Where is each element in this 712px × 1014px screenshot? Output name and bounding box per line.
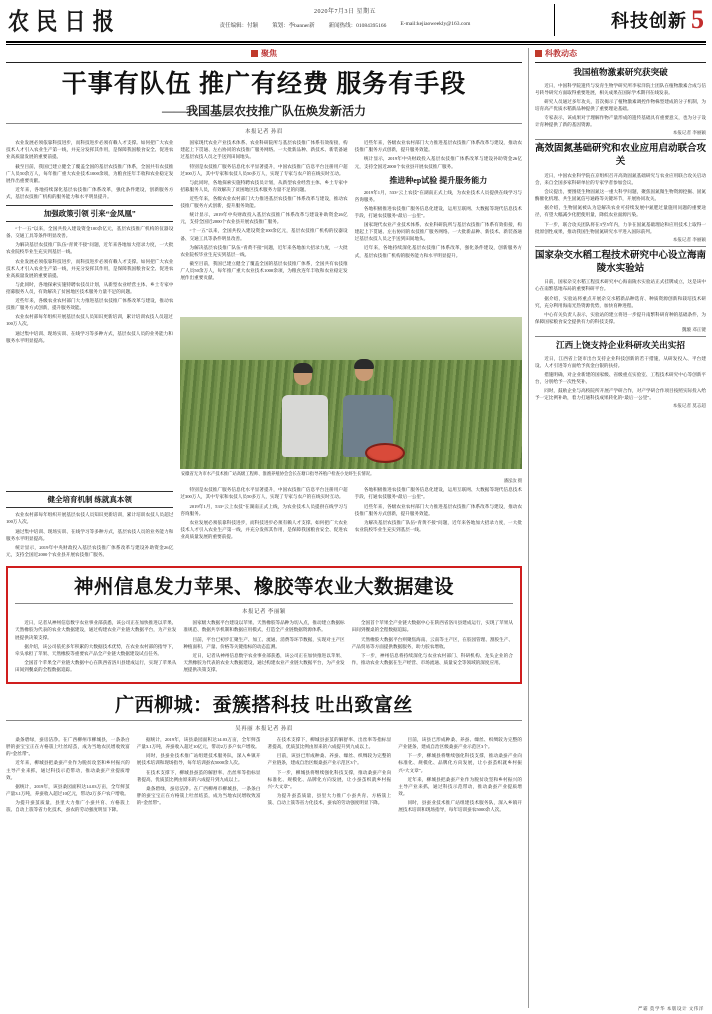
bottom-article	[6, 690, 522, 815]
divider	[15, 603, 513, 604]
news-item-byline: 魏璇 邓正键	[681, 327, 706, 333]
photo-side-col	[6, 313, 173, 486]
masthead-center	[136, 4, 554, 29]
lower-col-1	[6, 486, 173, 560]
paragraph: 据介绍，实验站将重点开展杂交水稻新品种选育、种质资源创新和栽培技术研究，充分利用海南光热资源优势，加快育种进程。	[535, 295, 706, 308]
paragraph: 近日，记者从神州信息数字农业事业部获悉，该公司正在加快推进以苹果、天然橡胶为代表的农业大数据建设，通过构建农业产业链大数据平台，为产业发展提供决策支撑。	[15, 620, 177, 640]
paragraph: 国家现代农业产业技术体系、农业科研院所与基层农技推广体系有效衔接，构建起上下贯通、左右协同的农技推广服务网络。一大批新品种、新技术、新装备通过基层农技人员之手送到田间地头。	[354, 222, 522, 242]
paragraph: 为提升蚕茧质量，县里大力推广小蚕共育、方格簇上簇、自动上簇等省力化技术，蚕农的劳动强度明显下降。	[6, 799, 130, 813]
paragraph: 近些年来，各级农业农村部门大力推进基层农技推广体系改革与建设，推动农技推广服务方式创新，提升服务效能。	[354, 140, 522, 153]
bottom-columns	[6, 736, 522, 815]
lead-subsection-heading-1: 加强政策引领 引来“金凤凰”	[6, 205, 173, 222]
lead-headline: 干事有队伍 推广有经费 服务有手段	[61, 71, 467, 98]
paragraph: 通过集中培训、现场实训、在线学习等多种方式，基层农技人员的业务能力和服务水平明显提高。	[6, 528, 174, 541]
masthead-rule-thin	[6, 44, 706, 45]
paragraph: 同时，县蚕业技术推广站组建技术服务队，深入乡镇开展技术培训和现场指导，每年培训蚕农5000余人次。	[136, 753, 261, 766]
paragraph: 国家现代农业产业技术体系、农业科研院所与基层农技推广体系有效衔接，构建起上下贯通、左右协同的农技推广服务网络。一大批新品种、新技术、新装备通过基层农技人员之手送到田间地头。	[180, 140, 348, 160]
page-design-credit: 严霜 莫学华 本版设计 文伟洋	[637, 1006, 704, 1011]
paragraph: 近日，记者从神州信息数字农业事业部获悉，该公司正在加快推进以苹果、天然橡胶为代表的农业大数据建设，通过构建农业产业链大数据平台，为产业发展提供决策支撑。	[183, 652, 345, 672]
paragraph: 国家级大数据平台建设以苹果、天然橡胶等品种为切入点，推动建立数据标准规范、数据共享机制和数据应用模式，打造全产业链数据资源体系。	[183, 620, 345, 633]
lead-subsection-heading-2: 推进种ер试验 提升服务能力	[389, 175, 488, 185]
bottom-col-2	[137, 736, 261, 815]
masthead-rule-thick	[6, 41, 706, 43]
news-item	[535, 250, 706, 333]
paragraph: 与此同时，各地探索实施特聘农技员计划，从新型农业经营主体、乡土专家中招募服务人员，有效解决了贫困地区技术服务力量不足的问题。	[6, 281, 174, 294]
credit-planner: 策划：李banner新	[272, 23, 315, 29]
paragraph: 特别是农技推广服务信息化水平显著提升，中国农技推广信息平台注册用户超过300万人，其中专家和农技人员50多万人，实现了专家与农户的在线实时互动。	[180, 163, 348, 176]
paragraph: 目前，平台已初步汇聚生产、加工、流通、消费等环节数据，实现对主产区种植面积、产量、价格等关键指标的动态监测。	[183, 636, 345, 649]
section-label-focus	[6, 48, 522, 59]
paragraph: 近年来，柳城县把桑蚕产业作为脱贫攻坚和乡村振兴的主导产业来抓，通过科技示范带动，推动桑蚕产业提质增效。	[6, 760, 130, 780]
paragraph: “十一五”以来，全国共投入建设资金100余亿元，基层农技推广机构的仪器设备、交通工具等条件明显改善。	[6, 226, 174, 239]
news-item-byline: 本报记者 李丽颖	[672, 236, 706, 242]
paragraph: 农业发展必须依靠科技进步，而科技进步必须有赖人才支撑。如何把广大农业技术人才引入农业生产第一线，并充分发挥其作用，是保障我国粮食安全、促进农业高质量发展的重要前提。	[180, 519, 348, 539]
publication-date: 2020年7月3日 星期五	[313, 9, 376, 15]
photo-and-side-columns	[6, 313, 522, 486]
news-item	[535, 67, 706, 136]
section-label-news-text: 科教动态	[545, 49, 577, 58]
photo-side-text	[6, 313, 173, 343]
photo-person-right	[337, 361, 403, 457]
paragraph: 为解决基层农技推广队伍“青黄不接”问题，近年来各地加大招录力度，一大批农业院校毕业生充实到基层一线。	[6, 242, 174, 255]
divider	[535, 139, 706, 140]
bottom-headline: 广西柳城：蚕簇搭科技 吐出致富丝	[115, 695, 413, 717]
paragraph: 近些年来，各级农业农村部门大力推进基层农技推广体系改革与建设，推动农技推广服务方式创新，提升服务效能。	[354, 503, 522, 516]
news-item-title: 我国植物激素研究获突破	[573, 67, 668, 77]
paragraph: 桑条碧绿，蚕房洁净。在广西柳州市柳城县，一条条白胖的蚕宝宝正在方格簇上吐丝结茧，成为当地农民增收致富的“金丝带”。	[136, 785, 261, 805]
photo-red-basin	[365, 443, 405, 463]
bottom-col-4-text	[398, 736, 522, 813]
lead-lower-columns	[6, 486, 522, 560]
news-item	[535, 340, 706, 409]
credit-hotline: 新闻热线：01084395166	[328, 23, 387, 29]
feature-byline: 本报记者 李丽颖	[242, 609, 286, 616]
lower-col-2-text	[180, 486, 347, 540]
feature-col-3	[352, 619, 513, 675]
lead-col-2-text	[180, 139, 347, 281]
paragraph: 下一步，柳城县将继续强化科技支撑，推动桑蚕产业向标准化、规模化、品牌化方向发展，让小蚕茧织就乡村振兴“大文章”。	[398, 753, 522, 773]
paragraph: 2019年1月，533“云上农技”在湖南正式上线，为农业技术人员提供在线学习与咨询服务。	[180, 503, 348, 516]
page-body	[0, 48, 712, 1008]
news-item-body	[535, 278, 706, 325]
lead-col-1-text-2	[6, 225, 173, 311]
news-item-title: 国家杂交水稻工程技术研究中心设立海南陵水实验站	[535, 250, 707, 274]
paragraph: 为提升蚕茧质量，县里大力推广小蚕共育、方格簇上簇、自动上簇等省力化技术，蚕农的劳动强度明显下降。	[267, 792, 392, 805]
paragraph: 据介绍，该公司依托多年积累的大数据技术优势，在农业农村部的指导下，牵头承担了苹果、天然橡胶等重要农产品全产业链大数据建设试点任务。	[15, 643, 177, 656]
square-marker-icon	[251, 50, 258, 57]
paragraph: 截至目前，我国已建立健全了覆盖全国的基层农技推广体系，全国共有农技推广人员50余万人，每年推广重大农业技术1000余项，为粮食连年丰收和农业稳定发展作出重要贡献。	[180, 260, 348, 281]
paragraph: 目前，该县已形成种桑、养蚕、缫丝、织绸较为完整的产业链条，建成自治区级桑蚕产业示范区3个。	[267, 753, 392, 766]
page-number: 5	[691, 5, 704, 34]
feature-col-2	[183, 619, 344, 675]
bottom-col-1-text	[6, 736, 130, 813]
paragraph: 天然橡胶大数据平台则聚焦海南、云南等主产区，在胶园管理、割胶生产、产品贸易等方面提供数据服务，助力胶农增收。	[351, 636, 513, 649]
news-item-byline: 本报记者 李丽颖	[672, 130, 706, 136]
paragraph: 通过集中培训、现场实训、在线学习等多种方式，基层农技人员的业务能力和服务水平明显提高。	[6, 330, 173, 343]
divider	[6, 62, 522, 63]
paragraph: 近日，江西省上饶市出台支持企业科技创新的若干措施，从研发投入、平台建设、人才引进等方面给予真金白银的扶持。	[535, 355, 706, 368]
paragraph: 下一步，柳城县将继续强化科技支撑，推动桑蚕产业向标准化、规模化、品牌化方向发展，让小蚕茧织就乡村振兴“大文章”。	[267, 769, 392, 789]
news-item-byline: 本报记者 莫志超	[672, 403, 706, 409]
right-column-zone	[528, 48, 706, 1008]
lead-byline: 本报记者 孙眉	[245, 129, 283, 136]
lead-col-1	[6, 139, 173, 313]
credit-email: E-mail:kejiaoweekly@163.com	[400, 21, 471, 27]
paragraph: 下一步，联合攻关团队将在3至5年内，力争在固氮基础理论和应用技术上取得一批原创性成果，推动我国生物固氮研究水平进入国际前列。	[535, 221, 706, 234]
paragraph: 近些年来，各级农业农村部门大力推进基层农技推广体系改革与建设，推动农技推广服务方式创新，提升服务效能。	[180, 196, 348, 209]
news-item	[535, 143, 706, 243]
paragraph: 各地积极推进农技推广服务信息化建设，运用互联网、大数据等现代信息技术手段，打通农技服务“最后一公里”。	[354, 487, 522, 500]
lower-col-3-text	[355, 486, 522, 533]
feature-columns	[15, 619, 513, 675]
bottom-col-3-text	[268, 736, 392, 806]
paragraph: 与此同时，各地探索实施特聘农技员计划，从新型农业经营主体、乡土专家中招募服务人员，有效解决了贫困地区技术服务力量不足的问题。	[180, 179, 348, 192]
square-marker-icon	[535, 50, 542, 57]
section-title: 科技创新	[611, 11, 687, 31]
paragraph: 近年来，各地持续深化基层农技推广体系改革，强化条件建设，创新服务方式，基层农技推广机构的服务能力和水平明显提升。	[6, 186, 174, 200]
paragraph: 研究人员通过多年攻关，首次揭示了植物激素调控作物株型建成的分子机制，为培育高产优质水稻新品种提供了重要理论基础。	[535, 98, 706, 111]
photo-block	[180, 313, 522, 486]
paragraph: 全国首个苹果全产业链大数据中心在陕西省洛川县建成运行，实现了苹果从田间到餐桌的全程数据追踪。	[351, 620, 513, 633]
newspaper-logo: 农 民 日 报	[8, 7, 115, 36]
section-label-news	[535, 48, 706, 59]
lead-col-1-text	[6, 139, 173, 200]
paragraph: “十一五”以来，全国共投入建设资金100余亿元，基层农技推广机构的仪器设备、交通工具等条件明显改善。	[180, 228, 348, 241]
divider	[535, 62, 706, 63]
masthead-credits	[136, 21, 554, 29]
paragraph: 日前，国家杂交水稻工程技术研究中心海南陵水实验站正式挂牌成立，这是该中心在南繁基地布局的重要科研平台。	[535, 279, 706, 292]
photo-person-hair	[354, 359, 374, 369]
bottom-col-4	[398, 736, 522, 815]
feature-col-1-text	[15, 619, 176, 673]
masthead	[0, 0, 712, 40]
lower-col-1-text	[6, 511, 173, 558]
news-item-title: 高效固氮基础研究和农业应用启动联合攻关	[535, 144, 707, 168]
paragraph: 据介绍，生物固氮被认为是解决农业可持续发展中氮肥过量施用问题的重要途径，有望大幅减少化肥使用量，降低农业面源污染。	[535, 205, 706, 218]
paragraph: 为解决基层农技推广队伍“青黄不接”问题，近年来各地加大招录力度，一大批农业院校毕业生充实到基层一线。	[354, 519, 522, 532]
lower-col-3	[355, 486, 522, 560]
paragraph: 2019年1月，533“云上农技”在湖南正式上线，为农业技术人员提供在线学习与咨询服务。	[354, 189, 522, 202]
feature-col-2-text	[183, 619, 344, 673]
bottom-byline: 吴再丽 本报记者 孙眉	[235, 726, 293, 733]
paragraph: 中心有关负责人表示，实验站的建立将进一步提升南繁科研育种的基础条件，为保障国家粮食安全提供有力的科技支撑。	[535, 311, 706, 324]
photo-person-left	[276, 365, 336, 457]
bottom-col-3	[268, 736, 392, 815]
photo-person-torso	[282, 395, 328, 457]
divider	[6, 720, 522, 721]
paragraph: 农业发展必须依靠科技进步，而科技进步必须有赖人才支撑。如何把广大农业技术人才引入农业生产第一线，并充分发挥其作用，是保障我国粮食安全、促进农业高质量发展的重要前提。	[6, 258, 174, 278]
paragraph: 据统计，2019年，该县桑园面积达14.03万亩，全年鲜茧产量3.1万吨，养蚕收入超过10亿元，带动2万多户农户增收。	[136, 737, 261, 750]
divider	[535, 336, 706, 337]
photo-person-hair	[293, 363, 313, 373]
paragraph: 近年来，柳城县把桑蚕产业作为脱贫攻坚和乡村振兴的主导产业来抓，通过科技示范带动，推动桑蚕产业提质增效。	[398, 776, 522, 796]
paragraph: 在技术支撑下，柳城县蚕茧的解舒率、出丝率等指标显著提高，优质茧比例由原来的六成提升到九成以上。	[267, 737, 392, 750]
photo-credit: 潘泓汝 摄	[503, 478, 522, 484]
paragraph: 专家表示，该成果对于理解作物产量形成的遗传基础具有重要意义，也为分子设计育种提供了新的基因资源。	[535, 115, 706, 128]
lead-article-columns	[6, 139, 522, 313]
paragraph: 近日，中国科学院遗传与发育生物学研究所李家洋院士团队在植物激素合成与信号转导研究方面取得重要进展，相关成果在国际学术期刊在线发表。	[535, 82, 706, 95]
divider	[6, 123, 522, 124]
paragraph: 截至目前，我国已建立健全了覆盖全国的基层农技推广体系，全国共有农技推广人员50余万人，每年推广重大农业技术1000余项，为粮食连年丰收和农业稳定发展作出重要贡献。	[6, 163, 174, 183]
paragraph: 特别是农技推广服务信息化水平显著提升，中国农技推广信息平台注册用户超过300万人，其中专家和农技人员50多万人，实现了专家与农户的在线实时互动。	[180, 487, 348, 500]
paragraph: 同时，县蚕业技术推广站组建技术服务队，深入乡镇开展技术培训和现场指导，每年培训蚕农5000余人次。	[398, 799, 522, 813]
paragraph: 同时，鼓励企业与高校院所开展产学研合作，对产学研合作项目按照实际投入给予一定比例补助，着力打通科技成果转化的“最后一公里”。	[535, 388, 706, 401]
feature-headline: 神州信息发力苹果、橡胶等农业大数据建设	[73, 577, 454, 598]
photo-caption: 安徽省无为市水产技术推广站高级工程师、淮渔养殖协会会长在塘口指导养殖户检查小龙虾生长情况。	[180, 471, 375, 477]
lower-col-2	[180, 486, 347, 560]
paragraph: 会议提出，要围绕生物固氮这一重大科学问题，聚焦固氮微生物资源挖掘、固氮酶催化机理、共生固氮信号通路等关键环节，开展协同攻关。	[535, 189, 706, 202]
paragraph: 全国首个苹果全产业链大数据中心在陕西省洛川县建成运行，实现了苹果从田间到餐桌的全程数据追踪。	[15, 659, 177, 672]
paragraph: 措施明确，对企业新建的国家级、省级重点实验室、工程技术研究中心等创新平台，分别给予一次性奖补。	[535, 371, 706, 384]
lead-subsection-heading-3: 健全培育机制 练就真本领	[6, 491, 173, 508]
paragraph: 近些年来，各级农业农村部门大力推进基层农技推广体系改革与建设，推动农技推广服务方式创新，提升服务效能。	[6, 298, 174, 311]
paragraph: 统计显示，2019年中央财政投入基层农技推广体系改革与建设补助资金26亿元，支持全国近2000个农业县开展农技推广服务。	[180, 212, 348, 225]
lead-col-3	[355, 139, 522, 313]
feature-col-3-text	[352, 619, 513, 666]
news-item-body	[535, 172, 706, 235]
news-item-body	[535, 82, 706, 129]
paragraph: 农业农村部每年组织开展基层农技人员知识更新培训，累计培训农技人员超过100万人次。	[6, 512, 174, 525]
lead-col-2	[180, 139, 347, 313]
section-banner	[554, 4, 704, 36]
lead-subheadline: ——我国基层农技推广队伍焕发新活力	[161, 104, 366, 119]
paragraph: 桑条碧绿，蚕房洁净。在广西柳州市柳城县，一条条白胖的蚕宝宝正在方格簇上吐丝结茧，成为当地农民增收致富的“金丝带”。	[6, 737, 130, 757]
paragraph: 近年来，各地持续深化基层农技推广体系改革，强化条件建设，创新服务方式，基层农技推广机构的服务能力和水平明显提升。	[354, 245, 522, 258]
lead-col-3-text	[355, 139, 522, 169]
paragraph: 下一步，神州信息将持续深化与农业农村部门、科研机构、龙头企业的合作，推动农业大数据在生产经营、市场流通、质量安全等领域的深度应用。	[351, 652, 513, 665]
paragraph: 统计显示，2019年中央财政投入基层农技推广体系改革与建设补助资金26亿元，支持全国近2000个农业县开展农技推广服务。	[6, 544, 174, 557]
news-item-title: 江西上饶支持企业科研攻关出实招	[556, 340, 685, 351]
paragraph: 统计显示，2019年中央财政投入基层农技推广体系改革与建设补助资金26亿元，支持全国近2000个农业县开展农技推广服务。	[354, 156, 522, 169]
paragraph: 农业农村部每年组织开展基层农技人员知识更新培训，累计培训农技人员超过100万人次。	[6, 314, 173, 327]
section-label-focus-text: 聚焦	[261, 49, 277, 58]
news-item-body	[535, 355, 706, 402]
divider	[535, 246, 706, 247]
lead-photo-wrap	[180, 317, 522, 484]
lead-col-3-text-2	[355, 189, 522, 259]
paragraph: 农业发展必须依靠科技进步，而科技进步必须有赖人才支撑。如何把广大农业技术人才引入农业生产第一线，并充分发挥其作用，是保障我国粮食安全、促进农业高质量发展的重要前提。	[6, 140, 174, 160]
bottom-col-1	[6, 736, 130, 815]
feature-col-1	[15, 619, 176, 675]
paragraph: 为解决基层农技推广队伍“青黄不接”问题，近年来各地加大招录力度，一大批农业院校毕业生充实到基层一线。	[180, 244, 348, 257]
paragraph: 据统计，2019年，该县桑园面积达14.03万亩，全年鲜茧产量3.1万吨，养蚕收入超过10亿元，带动2万多户农户增收。	[6, 783, 130, 796]
paragraph: 目前，该县已形成种桑、养蚕、缫丝、织绸较为完整的产业链条，建成自治区级桑蚕产业示范区3个。	[398, 737, 522, 750]
paragraph: 近日，中国农业科学院在京组织召开高效固氮基础研究与农业应用联合攻关启动会，来自全国多家科研单位的专家学者参加会议。	[535, 172, 706, 185]
left-column-zone	[6, 48, 522, 1008]
paragraph: 各地积极推进农技推广服务信息化建设，运用互联网、大数据等现代信息技术手段，打通农技服务“最后一公里”。	[354, 205, 522, 219]
bottom-col-2-text	[137, 736, 261, 806]
feature-article-box	[6, 566, 522, 684]
credit-editor: 责任编辑：付颖	[219, 23, 259, 29]
lead-photo	[180, 317, 522, 469]
paragraph: 在技术支撑下，柳城县蚕茧的解舒率、出丝率等指标显著提高，优质茧比例由原来的六成提升到九成以上。	[136, 769, 261, 782]
